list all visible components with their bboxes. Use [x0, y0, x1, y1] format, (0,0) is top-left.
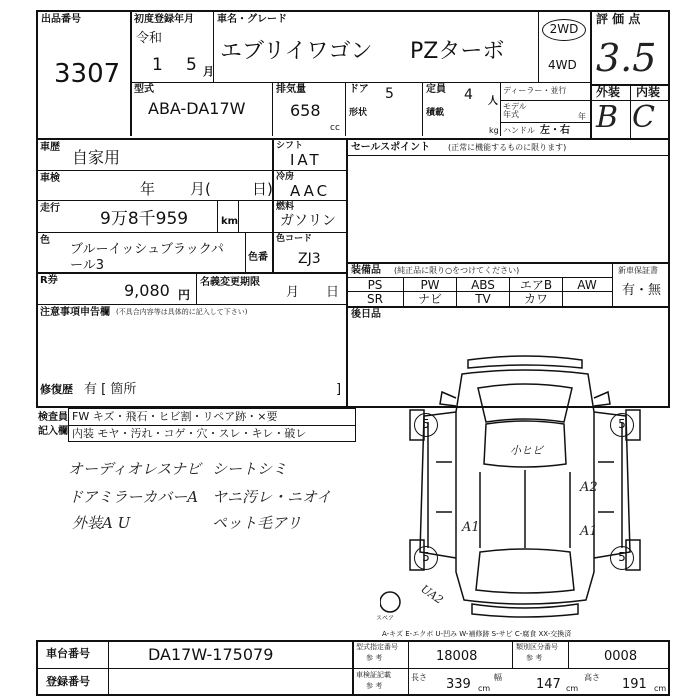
- length-value: 339: [446, 677, 471, 692]
- divider: [422, 82, 423, 136]
- handle-value: 左・右: [540, 125, 570, 136]
- spare-label: スペア: [376, 615, 395, 622]
- height-value: 191: [622, 677, 647, 692]
- note-ua2: UA2: [418, 582, 446, 607]
- note-exterior: 外装A U: [72, 514, 131, 532]
- repair-close: ]: [336, 382, 342, 397]
- tire-value: 5: [618, 550, 626, 564]
- sales-point-sub: (正常に機能するものに限ります): [448, 143, 567, 152]
- exterior-grade: B: [596, 100, 619, 135]
- sales-point-label: セールスポイント: [351, 142, 431, 153]
- divider: [538, 10, 539, 82]
- interior-label: 内装: [636, 85, 661, 99]
- month-unit: 月: [203, 65, 214, 78]
- first-reg-label: 初度登録年月: [134, 14, 194, 25]
- interior-grade: C: [632, 100, 655, 135]
- equip-leather: カワ: [523, 292, 548, 306]
- divider: [403, 277, 404, 306]
- chassis-label: 車台番号: [46, 647, 90, 660]
- score-value: 3.5: [596, 36, 657, 80]
- capacity-label: 定員: [426, 84, 446, 95]
- load-label: 積載: [426, 108, 445, 118]
- grade: PZターボ: [410, 39, 505, 64]
- type-designation-label: 型式指定番号: [356, 643, 398, 651]
- note-a1-right: A1: [580, 524, 598, 539]
- drive-4wd: 4WD: [548, 58, 577, 72]
- inspector-label-1: 検査員: [38, 412, 68, 423]
- tire-rear-right: [610, 546, 634, 570]
- legend-text: A-キズ E-エクボ U-凹み W-補修跡 S-サビ C-腐食 XX-交換済: [382, 630, 572, 638]
- divider: [568, 640, 569, 668]
- history-label: 車歴: [40, 142, 60, 153]
- tire-front-right: [610, 413, 634, 437]
- color-no-label: 色番: [248, 252, 268, 263]
- divider: [346, 138, 348, 408]
- inspection-day: 日): [252, 180, 273, 198]
- divider: [612, 262, 613, 306]
- shape-label: 形状: [349, 108, 368, 118]
- first-reg-year: 1: [152, 55, 163, 75]
- new-car-value: 有・無: [622, 283, 662, 298]
- divider: [36, 138, 670, 140]
- divider: [36, 304, 346, 305]
- divider: [408, 640, 409, 696]
- divider: [108, 640, 109, 696]
- length-unit: cm: [478, 684, 491, 693]
- divider: [245, 232, 246, 272]
- exterior-label: 外装: [596, 85, 621, 99]
- handle-label: ハンドル: [503, 126, 535, 135]
- lot-number: 3307: [54, 59, 121, 89]
- divider: [345, 82, 346, 136]
- divider: [512, 640, 513, 668]
- fuel-label: 燃料: [276, 202, 295, 212]
- load-unit: kg: [489, 126, 499, 135]
- dims-ref: 参 考: [366, 682, 383, 690]
- mileage-unit: km: [221, 216, 239, 227]
- equip-navi: ナビ: [417, 292, 442, 306]
- lot-label: 出品番号: [41, 14, 81, 25]
- first-reg-month: 5: [186, 55, 197, 75]
- divider: [630, 84, 631, 140]
- tire-front-left: [414, 413, 438, 437]
- divider: [346, 306, 670, 308]
- mileage-label: 走行: [40, 203, 60, 214]
- tax-day: 日: [326, 285, 340, 300]
- name-label: 車名・グレード: [217, 14, 287, 25]
- note-a2: A2: [580, 480, 598, 495]
- note-seat: シートシミ: [212, 460, 288, 478]
- inspection-year: 年: [140, 180, 156, 198]
- inspection-label: 車検: [40, 173, 60, 184]
- equip-abs: ABS: [471, 278, 495, 292]
- divider: [346, 155, 670, 156]
- width-label: 幅: [494, 673, 502, 682]
- tax-label: 名義変更期限: [200, 277, 260, 288]
- note-a1-left: A1: [462, 520, 480, 535]
- history-value: 自家用: [72, 148, 121, 167]
- equip-aw: AW: [577, 278, 597, 292]
- divider: [217, 200, 218, 232]
- repair-value: 有 [ 箇所: [84, 382, 137, 397]
- mileage-value: 9万8千959: [100, 209, 189, 229]
- divider: [272, 200, 346, 201]
- car-name: エブリイワゴン: [220, 39, 373, 64]
- color-code-label: 色コード: [276, 234, 313, 244]
- equip-pw: PW: [420, 278, 440, 292]
- displacement-unit: cc: [330, 123, 340, 133]
- type-designation-ref: 参 考: [366, 654, 383, 662]
- divider: [272, 138, 274, 272]
- model-year-suffix: 年: [578, 112, 586, 121]
- inspector-line1: FW キズ・飛石・ヒビ割・リペア跡・×要: [72, 410, 278, 423]
- capacity-unit: 人: [488, 96, 498, 107]
- divider: [456, 277, 457, 306]
- equipment-label: 装備品: [351, 265, 381, 276]
- type-designation-value: 18008: [436, 649, 478, 664]
- divider: [36, 272, 346, 274]
- capacity-value: 4: [464, 87, 473, 103]
- drive-2wd: 2WD: [549, 22, 579, 36]
- type-label: 型式: [134, 84, 154, 95]
- note-pet: ペット毛アリ: [212, 514, 302, 532]
- category-label: 類別区分番号: [516, 643, 558, 651]
- divider: [130, 82, 590, 83]
- divider: [130, 10, 132, 136]
- equip-airbag: エアB: [519, 278, 553, 292]
- dims-label: 車検証記載: [356, 671, 391, 679]
- inspector-label-2: 記入欄: [38, 426, 68, 437]
- car-diagram: [380, 352, 670, 620]
- tire-value: 5: [618, 417, 626, 431]
- displacement-label: 排気量: [276, 84, 306, 95]
- width-unit: cm: [566, 684, 579, 693]
- divider: [500, 100, 590, 101]
- divider: [346, 262, 670, 264]
- divider: [590, 10, 592, 140]
- repair-label: 修復歴: [40, 383, 73, 396]
- ac-label: 冷房: [276, 172, 295, 182]
- model-year-label: モデル年式: [503, 102, 527, 119]
- note-mirror: ドアミラーカバーA: [68, 488, 199, 506]
- height-unit: cm: [654, 684, 667, 693]
- tire-rear-left: [414, 546, 438, 570]
- fuel-value: ガソリン: [280, 213, 336, 229]
- tax-month: 月: [286, 285, 300, 300]
- roof-note: 小ヒビ: [510, 444, 543, 457]
- displacement-value: 658: [290, 101, 321, 120]
- chassis-value: DA17W-175079: [148, 645, 274, 664]
- reg-label: 登録番号: [46, 675, 90, 688]
- divider: [500, 122, 590, 123]
- ac-value: AAC: [290, 182, 331, 200]
- drive-2wd-circle: [542, 19, 586, 41]
- recycle-unit: 円: [178, 288, 191, 302]
- category-value: 0008: [604, 649, 638, 664]
- equip-tv: TV: [475, 292, 491, 306]
- equip-sr: SR: [367, 292, 383, 306]
- divider: [352, 640, 354, 696]
- recycle-label: R券: [40, 275, 58, 286]
- equipment-sub: (純正品に限り○をつけてください): [394, 266, 520, 275]
- note-nicotine: ヤニ汚レ・ニオイ: [212, 488, 332, 506]
- shift-value: IAT: [290, 151, 322, 169]
- color-line2: ール3: [70, 258, 105, 273]
- divider: [272, 170, 346, 171]
- divider: [562, 277, 563, 306]
- tire-value: 5: [422, 417, 430, 431]
- inspection-month: 月(: [190, 180, 211, 198]
- era: 令和: [136, 31, 163, 46]
- height-label: 高さ: [584, 673, 600, 682]
- divider: [272, 232, 346, 233]
- back-seat-label: 後日品: [351, 309, 381, 320]
- new-car-label: 新車保証書: [618, 266, 658, 275]
- notes-label: 注意事項申告欄: [40, 307, 110, 318]
- note-audio: オーディオレスナビ: [68, 460, 202, 478]
- divider: [509, 277, 510, 306]
- notes-sub: (不具合内容等は具体的に記入して下さい): [116, 308, 248, 316]
- type-value: ABA-DA17W: [148, 99, 246, 118]
- color-line1: ブルーイッシュブラックパ: [70, 242, 224, 257]
- dealer-label: ディーラー・並行: [503, 86, 567, 95]
- score-label: 評 価 点: [596, 12, 641, 26]
- tire-value: 5: [422, 550, 430, 564]
- equip-ps: PS: [367, 278, 383, 292]
- door-label: ドア: [349, 84, 369, 95]
- color-label: 色: [40, 235, 50, 246]
- shift-label: シフト: [276, 141, 304, 151]
- recycle-value: 9,080: [124, 281, 170, 300]
- divider: [500, 82, 501, 136]
- inspector-line2: 内装 モヤ・汚れ・コゲ・穴・スレ・キレ・破レ: [72, 427, 307, 440]
- length-label: 長さ: [411, 673, 427, 682]
- color-code-value: ZJ3: [298, 251, 321, 267]
- width-value: 147: [536, 677, 561, 692]
- door-value: 5: [385, 86, 394, 102]
- divider: [196, 272, 197, 304]
- category-ref: 参 考: [526, 654, 543, 662]
- divider: [238, 200, 239, 232]
- divider: [272, 82, 273, 136]
